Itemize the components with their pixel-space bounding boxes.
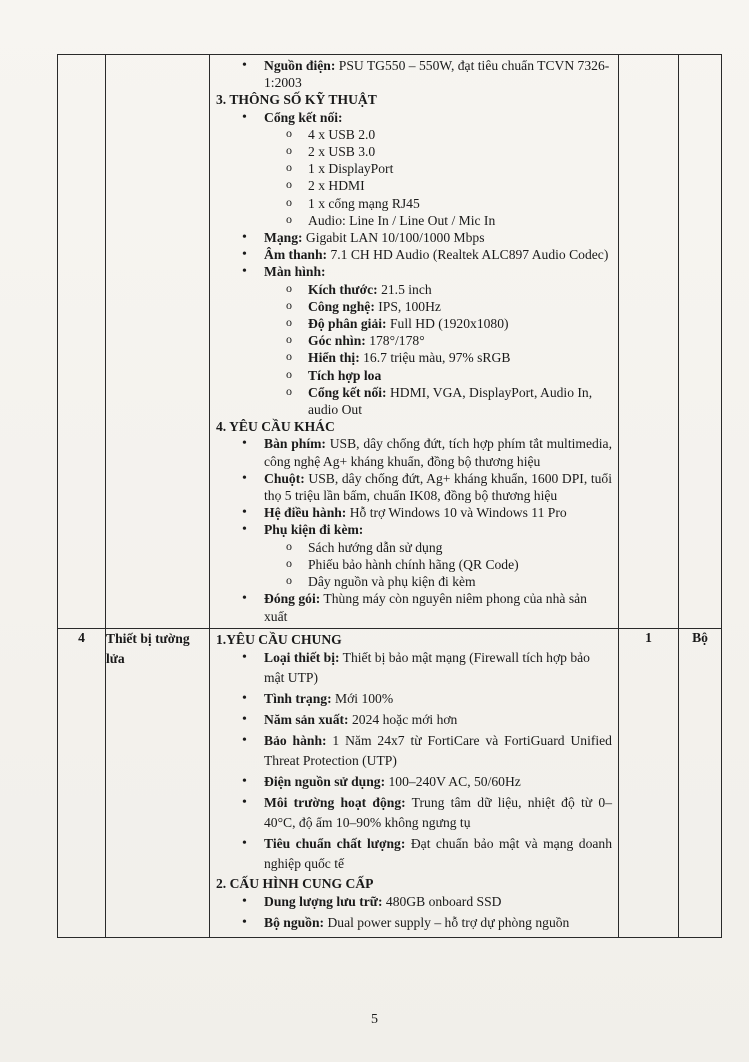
- bullet-text: USB, dây chống đứt, tích hợp phím tắt multimedia, công nghệ Ag+ kháng khuẩn, đồng bộ thương hiệu: [264, 436, 612, 469]
- stt-cell: [58, 55, 106, 629]
- section-heading: 4. YÊU CẦU KHÁC: [216, 419, 335, 435]
- bullet-label: Tình trạng:: [264, 690, 332, 706]
- sub-list-item: o 4 x USB 2.0: [308, 126, 612, 143]
- bullet-text: Thiết bị bảo mật mạng (Firewall tích hợp bảo mật UTP): [264, 649, 590, 685]
- bullet-text: 2024 hoặc mới hơn: [348, 711, 458, 727]
- bullet-text: Đạt chuẩn bảo mật và mạng doanh nghiệp quốc tế: [264, 835, 612, 871]
- bullet-label: Bộ nguồn:: [264, 915, 325, 931]
- bullet-text: PSU TG550 – 550W, đạt tiêu chuẩn TCVN 7326-1:2003: [264, 58, 610, 91]
- list-item: [264, 913, 612, 933]
- bullet-label: Mạng:: [264, 230, 303, 246]
- bullet-label: Điện nguồn sử dụng:: [264, 773, 386, 789]
- list-item: [264, 648, 612, 688]
- bullet-label: Âm thanh:: [264, 247, 328, 263]
- list-item: [264, 793, 612, 833]
- list-item: [264, 229, 612, 246]
- sub-list-item: o Sách hướng dẫn sử dụng: [308, 539, 612, 556]
- bullet-text: Dual power supply – hỗ trợ dự phòng nguồn: [324, 915, 570, 931]
- bullet-text: Trung tâm dữ liệu, nhiệt độ từ 0–40°C, độ ẩm 10–90% không ngưng tụ: [264, 794, 612, 830]
- list-item: [264, 504, 612, 521]
- sub-list-item: o 1 x cổng mạng RJ45: [308, 195, 612, 212]
- sub-list-item: [308, 315, 612, 332]
- sub-list-item: o Audio: Line In / Line Out / Mic In: [308, 212, 612, 229]
- bullet-label: Loại thiết bị:: [264, 649, 340, 665]
- device-name-cell: Thiết bị tường lửa: [106, 628, 210, 937]
- page-number: 5: [371, 1012, 378, 1027]
- bullet-text: Gigabit LAN 10/100/1000 Mbps: [302, 230, 485, 246]
- list-item: [264, 892, 612, 912]
- bullet-label: Nguồn điện:: [264, 58, 336, 73]
- sub-list-item: o 1 x DisplayPort: [308, 160, 612, 177]
- sub-list-item: [308, 281, 612, 298]
- sub-list-item: [308, 332, 612, 349]
- sub-list-item: o 2 x HDMI: [308, 177, 612, 194]
- section-heading: 2. CẤU HÌNH CUNG CẤP: [216, 875, 374, 891]
- bullet-text: 1 Năm 24x7 từ FortiCare và FortiGuard Unified Threat Protection (UTP): [264, 732, 612, 768]
- list-item: [264, 435, 612, 469]
- bullet-label: Môi trường hoạt động:: [264, 794, 406, 810]
- list-item: [264, 834, 612, 874]
- sub-label: Độ phân giải:: [308, 316, 387, 332]
- bullet-text: USB, dây chống đứt, Ag+ kháng khuẩn, 1600 DPI, tuổi thọ 5 triệu lần bấm, chuẩn IK08, đồng bộ thương hiệu: [264, 470, 612, 504]
- bullet-text: Hỗ trợ Windows 10 và Windows 11 Pro: [346, 505, 567, 521]
- sub-text: 178°/178°: [365, 333, 425, 349]
- stt-cell: 4: [58, 628, 106, 937]
- list-item: [264, 470, 612, 504]
- quantity-cell: [619, 55, 679, 629]
- sub-list-item: [308, 298, 612, 315]
- bullet-label: Cổng kết nối:: [264, 109, 343, 125]
- bullet-label: Năm sản xuất:: [264, 711, 349, 727]
- quantity-cell: 1: [619, 628, 679, 937]
- bullet-label: Dung lượng lưu trữ:: [264, 894, 383, 910]
- list-item: [264, 246, 612, 263]
- bullet-label: Màn hình:: [264, 264, 326, 280]
- sub-list-item: o Dây nguồn và phụ kiện đi kèm: [308, 573, 612, 590]
- bullet-label: Hệ điều hành:: [264, 505, 347, 521]
- sub-label: Kích thước:: [308, 281, 378, 297]
- spec-cell: [210, 628, 619, 937]
- table-row: [58, 55, 722, 629]
- list-item: [264, 710, 612, 730]
- sub-list-item: o Phiếu bảo hành chính hãng (QR Code): [308, 556, 612, 573]
- sub-label: Cổng kết nối:: [308, 384, 387, 400]
- bullet-text: 480GB onboard SSD: [382, 894, 502, 910]
- bullet-text: Mới 100%: [331, 690, 394, 706]
- sub-list-item: [308, 349, 612, 366]
- sub-text: Full HD (1920x1080): [386, 316, 509, 332]
- list-item: [264, 57, 612, 91]
- section-heading: 1.YÊU CẦU CHUNG: [216, 631, 342, 647]
- sub-label: Công nghệ:: [308, 298, 375, 314]
- sub-text: 16.7 triệu màu, 97% sRGB: [359, 350, 511, 366]
- sub-list-item: [308, 367, 612, 384]
- bullet-label: Bàn phím:: [264, 436, 326, 452]
- sub-text: IPS, 100Hz: [374, 298, 441, 314]
- bullet-text: 100–240V AC, 50/60Hz: [385, 773, 521, 789]
- sub-text: HDMI, VGA, DisplayPort, Audio In, audio Out: [308, 384, 593, 418]
- unit-cell: Bộ: [679, 628, 722, 937]
- bullet-label: Phụ kiện đi kèm:: [264, 522, 364, 538]
- sub-label: Hiển thị:: [308, 350, 360, 366]
- bullet-label: Tiêu chuẩn chất lượng:: [264, 835, 406, 851]
- sub-label: Tích hợp loa: [308, 367, 382, 383]
- bullet-label: Bảo hành:: [264, 732, 327, 748]
- list-item: [264, 731, 612, 771]
- bullet-text: 7.1 CH HD Audio (Realtek ALC897 Audio Codec): [327, 247, 609, 263]
- sub-list-item: o 2 x USB 3.0: [308, 143, 612, 160]
- device-cell: [106, 55, 210, 629]
- list-item: [264, 772, 612, 792]
- list-item: [264, 263, 612, 418]
- unit-cell: [679, 55, 722, 629]
- sub-label: Góc nhìn:: [308, 333, 366, 349]
- table-row: [58, 628, 722, 937]
- spec-cell: [210, 55, 619, 629]
- specification-table: [57, 54, 722, 938]
- list-item: [264, 689, 612, 709]
- sub-list-item: [308, 384, 612, 418]
- list-item: [264, 109, 612, 229]
- bullet-label: Đóng gói:: [264, 591, 321, 607]
- section-heading: 3. THÔNG SỐ KỸ THUẬT: [216, 92, 377, 108]
- bullet-text: Thùng máy còn nguyên niêm phong của nhà sản xuất: [264, 591, 587, 624]
- list-item: [264, 590, 612, 624]
- bullet-label: Chuột:: [264, 470, 305, 486]
- list-item: [264, 521, 612, 590]
- sub-text: 21.5 inch: [377, 281, 432, 297]
